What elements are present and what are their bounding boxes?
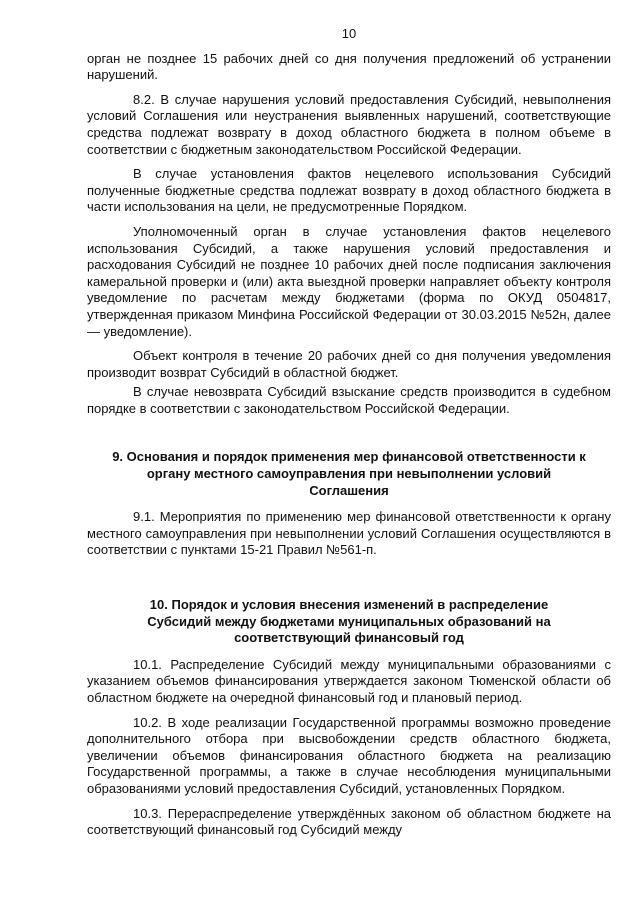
heading-line: Субсидий между бюджетами муниципальных образований на: [147, 613, 551, 629]
paragraph-10-3: 10.3. Перераспределение утверждённых законом об областном бюджете на соответствующий финансовый год Субсидий между: [87, 805, 611, 838]
heading-line: соответствующий финансовый год: [234, 630, 464, 646]
section-spacer: [87, 425, 611, 449]
section-9-heading: [87, 449, 611, 499]
paragraph-9-1: 9.1. Мероприятия по применению мер финансовой ответственности к органу местного самоуправления при невыполнении условий Соглашения осуществляются в соответствии с пунктами 15-21 Правил №561-п.: [87, 509, 611, 558]
paragraph-10-2: 10.2. В ходе реализации Государственной программы возможно проведение дополнительного отбора при высвобождении средств областного бюджета, увеличении объемов финансирования областного бюджета на реализацию Государственной программы, а также в случае несоблюдения муниципальными образованиями условий предоставления Субсидий, установленных Порядком.: [87, 714, 611, 796]
paragraph-10-1: 10.1. Распределение Субсидий между муниципальными образованиями с указанием объемов финансирования утверждается законом Тюменской области об областном бюджете на очередной финансовый год и плановый период.: [87, 656, 611, 705]
paragraph-misuse-return: В случае установления фактов нецелевого использования Субсидий полученные бюджетные средства подлежат возврату в доход областного бюджета в части использования на цели, не предусмотренные Порядком.: [87, 166, 611, 215]
paragraph-authority-notice: Уполномоченный орган в случае установления фактов нецелевого использования Субсидий, а также нарушения условий предоставления и расходования Субсидий не позднее 10 рабочих дней после подписания заключения камеральной проверки и (или) акта выездной проверки направляет объекту контроля уведомление по расчетам между бюджетами (форма по ОКУД 0504817, утвержденная приказом Минфина Российской Федерации от 30.03.2015 №52н, далее — уведомление).: [87, 223, 611, 339]
section-spacer: [87, 567, 611, 597]
section-spacer: [87, 499, 611, 509]
paragraph-object-return: Объект контроля в течение 20 рабочих дней со дня получения уведомления производит возврат Субсидий в областной бюджет.: [87, 348, 611, 380]
paragraph-8-2: 8.2. В случае нарушения условий предоставления Субсидий, невыполнения условий Соглашения или неустранения выявленных нарушений, соответствующие средства подлежат возврату в доход областного бюджета в полном объеме в соответствии с бюджетным законодательством Российской Федерации.: [87, 91, 611, 157]
heading-line: органу местного самоуправления при невыполнении условий: [146, 466, 552, 482]
paragraph-court-recovery: В случае невозврата Субсидий взыскание средств производится в судебном порядке в соответствии с законодательством Российской Федерации.: [87, 384, 611, 416]
paragraph-8-1-tail: орган не позднее 15 рабочих дней со дня получения предложений об устранении нарушений.: [87, 50, 611, 83]
section-spacer: [87, 647, 611, 657]
page-number: 10: [341, 26, 357, 41]
heading-line: 9. Основания и порядок применения мер финансовой ответственности к: [112, 449, 586, 465]
heading-line: 10. Порядок и условия внесения изменений в распределение: [149, 597, 549, 613]
section-10-heading: [87, 597, 611, 647]
heading-line: Соглашения: [309, 482, 389, 498]
document-page: [87, 26, 611, 847]
